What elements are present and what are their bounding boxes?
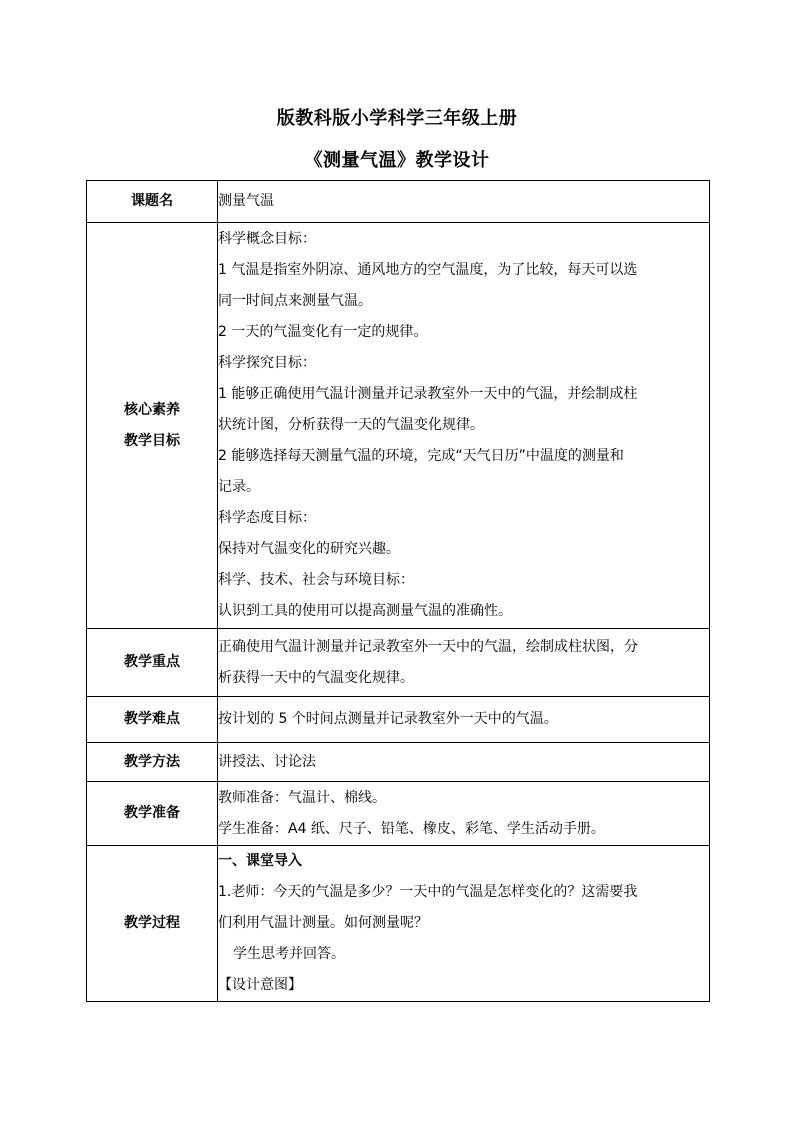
objectives-line: 2 能够选择每天测量气温的环境，完成“天气日历”中温度的测量和	[218, 448, 624, 464]
objectives-line: 记录。	[218, 479, 260, 495]
lesson-plan-table	[86, 180, 710, 1002]
objectives-line: 2 一天的气温变化有一定的规律。	[218, 324, 428, 340]
process-heading: 一、课堂导入	[218, 853, 302, 869]
difficulties-value: 按计划的 5 个时间点测量并记录教室外一天中的气温。	[218, 697, 710, 743]
document-title: 版教科版小学科学三年级上册	[276, 108, 518, 129]
preparation-line: 教师准备：气温计、棉线。	[218, 789, 386, 806]
objectives-line: 保持对气温变化的研究兴趣。	[218, 541, 400, 557]
table-row-objectives	[87, 223, 710, 629]
process-line: 1.老师：今天的气温是多少？一天中的气温是怎样变化的？这需要我	[218, 884, 638, 900]
process-line: 们利用气温计测量。如何测量呢？	[218, 915, 428, 931]
preparation-line: 学生准备：A4 纸、尺子、铅笔、橡皮、彩笔、学生活动手册。	[218, 820, 605, 837]
objectives-label-line2: 教学目标	[124, 432, 180, 449]
methods-label: 教学方法	[87, 743, 218, 782]
process-content	[218, 846, 710, 1002]
objectives-line: 科学态度目标：	[218, 510, 316, 526]
topic-value: 测量气温	[218, 181, 710, 223]
key-points-line: 析获得一天中的气温变化规律。	[218, 669, 414, 686]
key-points-line: 正确使用气温计测量并记录教室外一天中的气温，绘制成柱状图，分	[218, 638, 638, 655]
document-subtitle: 《测量气温》教学设计	[304, 150, 490, 171]
methods-value: 讲授法、讨论法	[218, 743, 710, 782]
topic-label: 课题名	[87, 181, 218, 223]
objectives-label-line1: 核心素养	[124, 401, 180, 418]
table-row-methods	[87, 743, 710, 782]
objectives-line: 1 能够正确使用气温计测量并记录教室外一天中的气温，并绘制成柱	[218, 386, 638, 402]
table-row-difficulties	[87, 697, 710, 743]
table-row-process	[87, 846, 710, 1002]
table-row-topic	[87, 181, 710, 223]
objectives-line: 同一时间点来测量气温。	[218, 293, 372, 309]
preparation-label: 教学准备	[87, 782, 218, 846]
objectives-line: 认识到工具的使用可以提高测量气温的准确性。	[218, 603, 512, 619]
objectives-label	[87, 223, 218, 629]
process-label: 教学过程	[87, 846, 218, 1002]
key-points-content	[218, 629, 710, 697]
objectives-line: 科学概念目标：	[218, 231, 316, 247]
difficulties-label: 教学难点	[87, 697, 218, 743]
table-row-key-points	[87, 629, 710, 697]
objectives-line: 科学、技术、社会与环境目标：	[218, 572, 414, 588]
process-design-intent: 【设计意图】	[218, 977, 302, 993]
objectives-line: 1 气温是指室外阴凉、通风地方的空气温度，为了比较，每天可以选	[218, 262, 638, 278]
objectives-content	[218, 223, 710, 629]
preparation-content	[218, 782, 710, 846]
process-student-line: 学生思考并回答。	[233, 946, 345, 962]
key-points-label: 教学重点	[87, 629, 218, 697]
objectives-line: 状统计图，分析获得一天的气温变化规律。	[218, 417, 484, 433]
objectives-line: 科学探究目标：	[218, 355, 316, 371]
table-row-preparation	[87, 782, 710, 846]
